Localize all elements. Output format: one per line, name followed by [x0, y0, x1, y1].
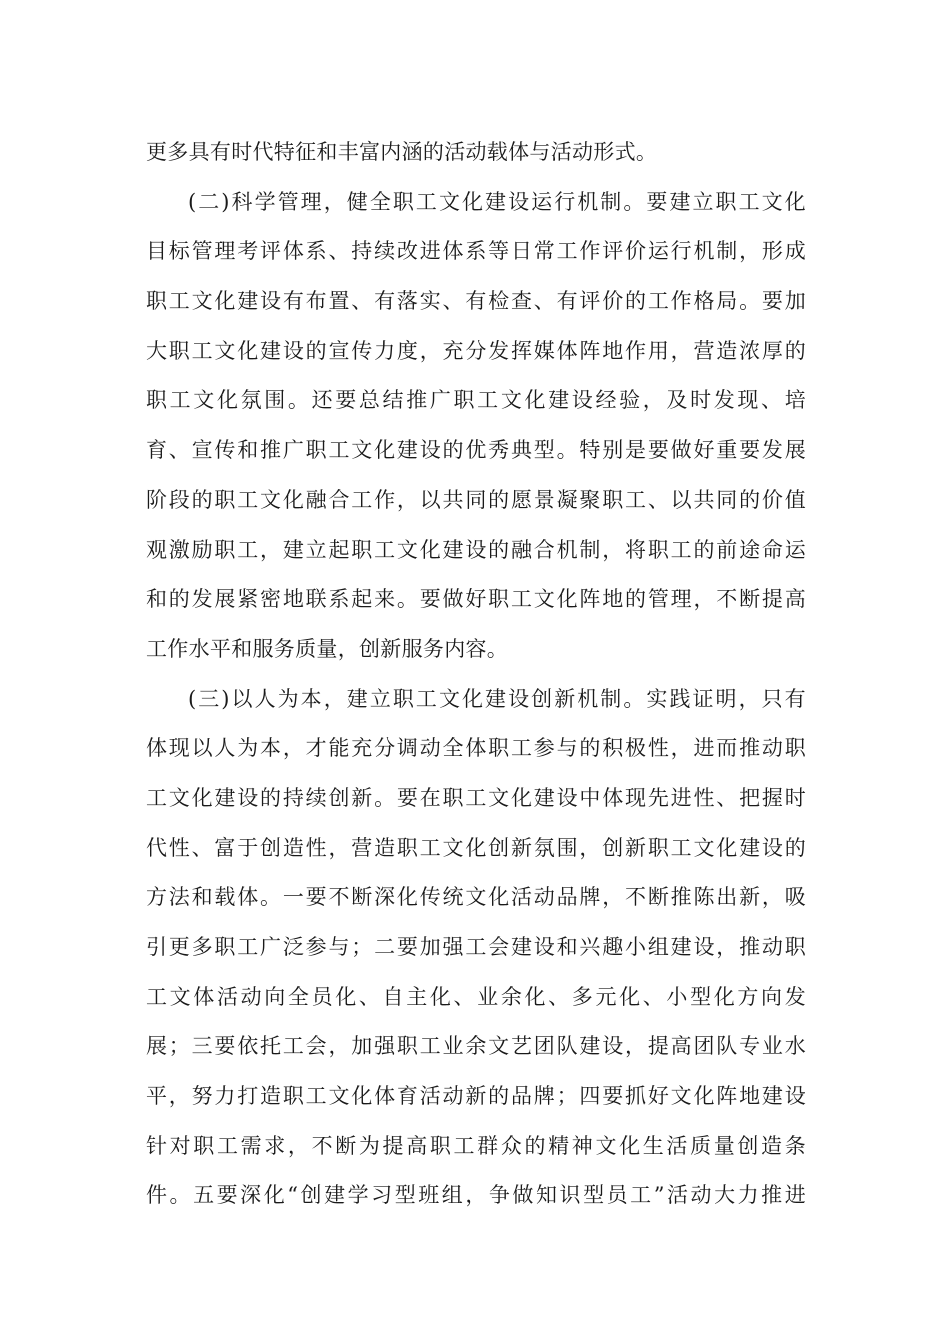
text-line-section-heading: (三)以人为本，建立职工文化建设创新机制。实践证明，只有 [188, 686, 806, 711]
text-line: 引更多职工广泛参与；二要加强工会建设和兴趣小组建设，推动职 [146, 935, 806, 959]
text-line: 观激励职工，建立起职工文化建设的融合机制，将职工的前途命运 [146, 537, 806, 562]
text-line: 育、宣传和推广职工文化建设的优秀典型。特别是要做好重要发展 [146, 438, 806, 463]
text-line: 和的发展紧密地联系起来。要做好职工文化阵地的管理，不断提高 [146, 587, 806, 612]
text-line-section-heading: (二)科学管理，健全职工文化建设运行机制。要建立职工文化 [188, 189, 806, 214]
text-line: 职工文化建设有布置、有落实、有检查、有评价的工作格局。要加 [146, 289, 806, 314]
text-line: 职工文化氛围。还要总结推广职工文化建设经验，及时发现、培 [146, 388, 806, 413]
text-line: 工作水平和服务质量，创新服务内容。 [146, 636, 509, 661]
text-line: 平，努力打造职工文化体育活动新的品牌；四要抓好文化阵地建设 [146, 1084, 806, 1109]
text-line: 阶段的职工文化融合工作，以共同的愿景凝聚职工、以共同的价值 [146, 487, 806, 512]
text-line: 件。五要深化“创建学习型班组，争做知识型员工”活动大力推进 [146, 1183, 806, 1208]
text-line: 目标管理考评体系、持续改进体系等日常工作评价运行机制，形成 [146, 239, 806, 264]
text-line: 方法和载体。一要不断深化传统文化活动品牌，不断推陈出新，吸 [146, 885, 806, 910]
text-line: 针对职工需求，不断为提高职工群众的精神文化生活质量创造条 [146, 1133, 806, 1158]
text-line: 代性、富于创造性，营造职工文化创新氛围，创新职工文化建设的 [146, 835, 806, 860]
text-line: 大职工文化建设的宣传力度，充分发挥媒体阵地作用，营造浓厚的 [146, 338, 806, 363]
text-line: 更多具有时代特征和丰富内涵的活动载体与活动形式。 [146, 140, 658, 164]
text-line: 体现以人为本，才能充分调动全体职工参与的积极性，进而推动职 [146, 736, 806, 761]
text-line: 工文体活动向全员化、自主化、业余化、多元化、小型化方向发 [146, 984, 806, 1009]
text-line: 展；三要依托工会，加强职工业余文艺团队建设，提高团队专业水 [146, 1034, 806, 1059]
body-text [146, 128, 806, 1221]
text-line: 工文化建设的持续创新。要在职工文化建设中体现先进性、把握时 [146, 785, 806, 810]
